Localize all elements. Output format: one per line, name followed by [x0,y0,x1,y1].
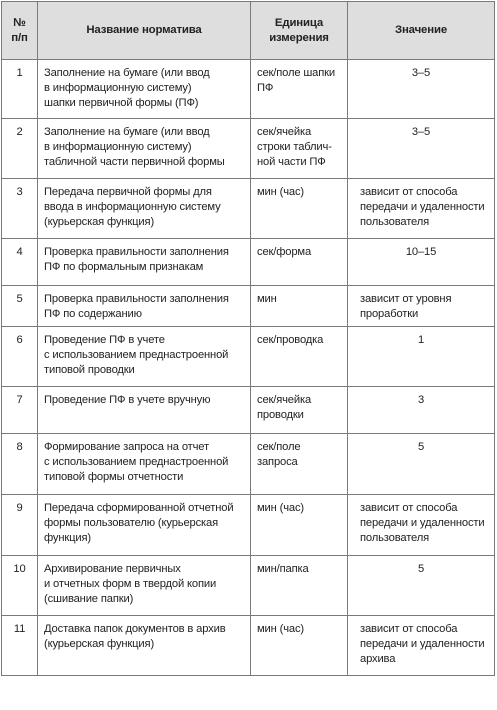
row-unit: мин (час) [251,179,348,239]
table-row [2,434,495,495]
row-unit: сек/ячейка строки таблич- ной части ПФ [251,119,348,179]
table-row [2,119,495,179]
norms-table [1,1,495,676]
header-row [2,2,495,60]
row-unit: сек/форма [251,239,348,286]
table-row [2,239,495,286]
row-name: Проверка правильности заполнения ПФ по содержанию [38,286,251,327]
row-value: 5 [348,434,495,495]
row-unit: сек/поле шапки ПФ [251,60,348,119]
row-value: 10–15 [348,239,495,286]
row-value: 5 [348,556,495,616]
row-value: зависит от способа передачи и удаленности архива [348,616,495,676]
header-name: Название норматива [38,2,251,60]
table-row [2,556,495,616]
row-value: 3–5 [348,60,495,119]
row-name: Доставка папок документов в архив (курьерская функция) [38,616,251,676]
row-number: 7 [2,387,38,434]
table-body [2,60,495,676]
row-unit: мин [251,286,348,327]
row-unit: мин/папка [251,556,348,616]
header-unit: Единица измерения [251,2,348,60]
row-unit: сек/ячейка проводки [251,387,348,434]
row-value: зависит от способа передачи и удаленности пользователя [348,179,495,239]
row-number: 11 [2,616,38,676]
row-number: 8 [2,434,38,495]
row-number: 1 [2,60,38,119]
row-name: Заполнение на бумаге (или ввод в информационную систему) табличной части первичной формы [38,119,251,179]
row-name: Заполнение на бумаге (или ввод в информационную систему) шапки первичной формы (ПФ) [38,60,251,119]
table-row [2,495,495,556]
row-number: 9 [2,495,38,556]
table-row [2,387,495,434]
table-row [2,60,495,119]
row-value: зависит от способа передачи и удаленности пользователя [348,495,495,556]
row-number: 2 [2,119,38,179]
row-value: 3–5 [348,119,495,179]
row-value: зависит от уровня проработки [348,286,495,327]
header-value: Значение [348,2,495,60]
row-number: 5 [2,286,38,327]
row-value: 3 [348,387,495,434]
row-name: Архивирование первичных и отчетных форм в твердой копии (сшивание папки) [38,556,251,616]
row-unit: сек/поле запроса [251,434,348,495]
table-row [2,616,495,676]
table-row [2,327,495,387]
row-name: Формирование запроса на отчет с использованием преднастроенной типовой формы отчетности [38,434,251,495]
row-name: Проведение ПФ в учете с использованием преднастроенной типовой проводки [38,327,251,387]
row-name: Проверка правильности заполнения ПФ по формальным признакам [38,239,251,286]
table-row [2,286,495,327]
row-name: Проведение ПФ в учете вручную [38,387,251,434]
row-unit: мин (час) [251,616,348,676]
row-unit: сек/проводка [251,327,348,387]
table-header [2,2,495,60]
row-unit: мин (час) [251,495,348,556]
table-row [2,179,495,239]
row-name: Передача первичной формы для ввода в информационную систему (курьерская функция) [38,179,251,239]
row-name: Передача сформированной отчетной формы пользователю (курьерская функция) [38,495,251,556]
row-number: 4 [2,239,38,286]
row-value: 1 [348,327,495,387]
row-number: 6 [2,327,38,387]
row-number: 10 [2,556,38,616]
row-number: 3 [2,179,38,239]
header-num: № п/п [2,2,38,60]
